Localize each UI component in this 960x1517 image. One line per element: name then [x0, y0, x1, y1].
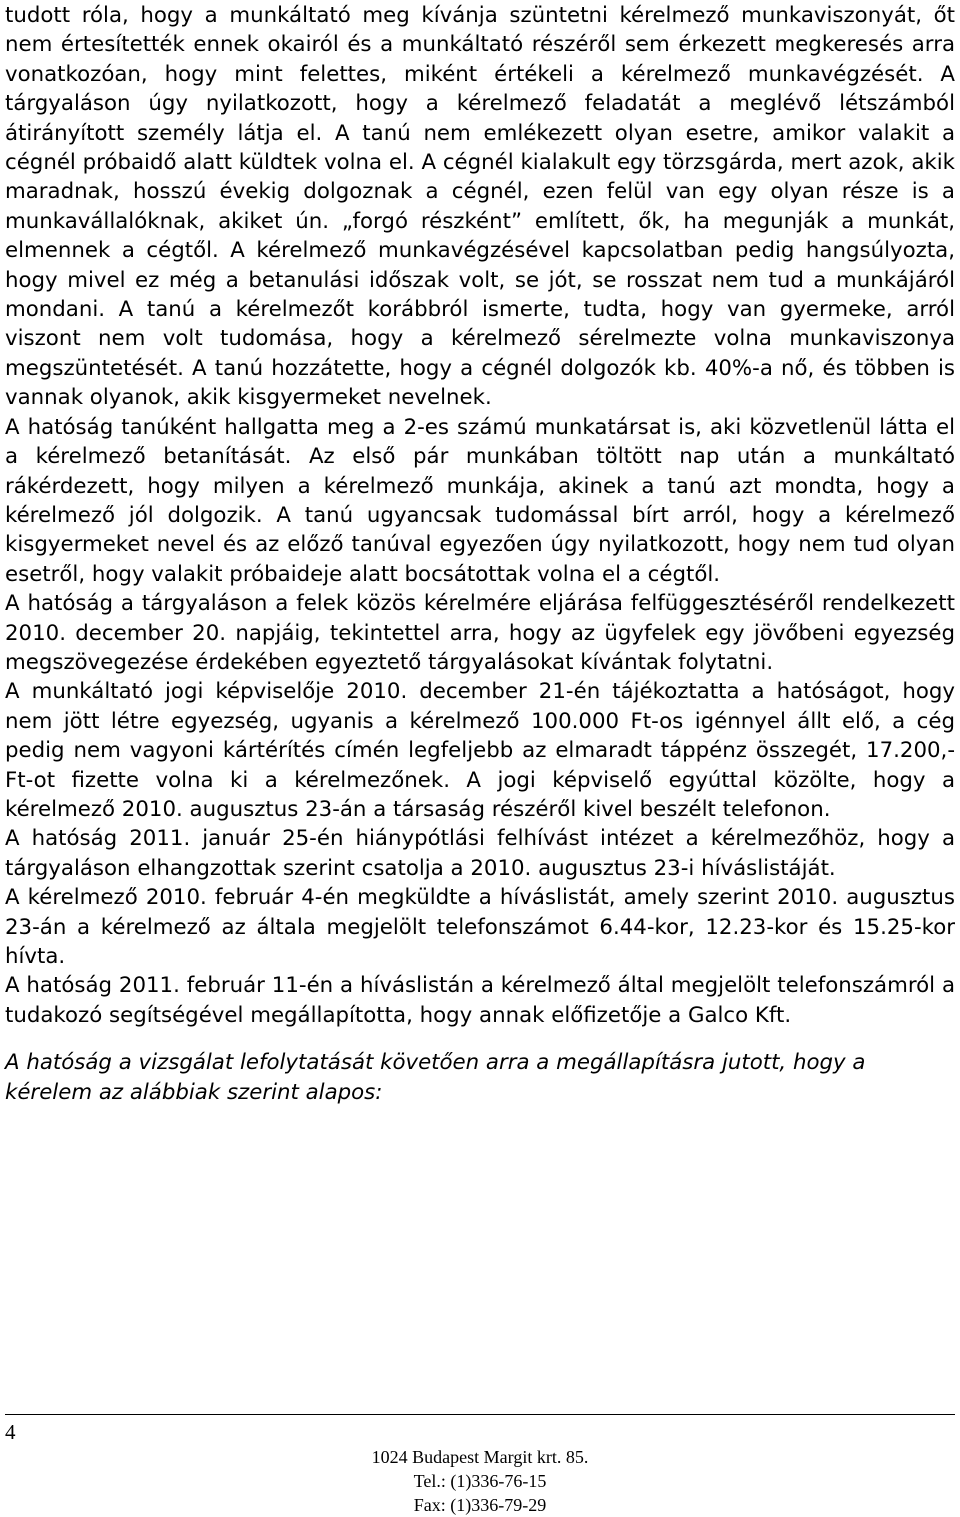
- paragraph-suspension: A hatóság a tárgyaláson a felek közös kérelmére eljárása felfüggesztéséről rendelkezett 2010. december 20. napjáig, tekintettel arra, hogy az ügyfelek egy jövőbeni egyezség megszövegezése érdekében egyeztető tárgyalásokat kívántak folytatni.: [5, 591, 955, 675]
- footer-phone: Tel.: (1)336-76-15: [413, 1471, 547, 1491]
- paragraph-settlement: A munkáltató jogi képviselője 2010. december 21-én tájékoztatta a hatóságot, hogy nem jött létre egyezség, ugyanis a kérelmező 100.000 Ft-os igénnyel állt elő, a cég pedig nem vagyoni kártérítés címén legfeljebb az elmaradt táppénz összegét, 17.200,- Ft-ot fizette volna ki a kérelmezőnek. A jogi képviselő egyúttal közölte, hogy a kérelmező 2010. augusztus 23-án a társaság részéről kivel beszélt telefonon.: [5, 679, 955, 822]
- footer-address: 1024 Budapest Margit krt. 85.: [371, 1447, 589, 1467]
- paragraph-call-list: A kérelmező 2010. február 4-én megküldte a híváslistát, amely szerint 2010. augusztus 23-án a kérelmező az általa megjelölt telefonszámot 6.44-kor, 12.23-kor és 15.25-kor hívta.: [5, 885, 955, 969]
- document-body: [5, 0, 955, 1107]
- paragraph-witness-1: tudott róla, hogy a munkáltató meg kívánja szüntetni kérelmező munkaviszonyát, őt nem értesítették ennek okairól és a munkáltató részéről sem érkezett megkeresés arra vonatkozóan, hogy mint felettes, miként értékeli a kérelmező munkavégzését. A tárgyaláson úgy nyilatkozott, hogy a kérelmező feladatát a meglévő létszámból átirányított személy látja el. A tanú nem emlékezett olyan esetre, amikor valakit a cégnél próbaidő alatt küldtek volna el. A cégnél kialakult egy törzsgárda, mert azok, akik maradnak, hosszú évekig dolgoznak a cégnél, ezen felül van egy olyan része is a munkavállalóknak, akiket ún. „forgó részként” említett, ők, ha megunják a munkát, elmennek a cégtől. A kérelmező munkavégzésével kapcsolatban pedig hangsúlyozta, hogy mivel ez még a betanulási időszak volt, se jót, se rosszat nem tud a munkájáról mondani. A tanú a kérelmezőt korábbról ismerte, tudta, hogy van gyermeke, arról viszont nem volt tudomása, hogy a kérelmező sérelmezte volna munkaviszonya megszüntetését. A tanú hozzátette, hogy a cégnél dolgozók kb. 40%-a nő, és többen is vannak olyanok, akik kisgyermeket nevelnek.: [5, 3, 955, 411]
- page-number: 4: [5, 1420, 16, 1444]
- document-page: [5, 0, 955, 1107]
- conclusion-statement: A hatóság a vizsgálat lefolytatását követően arra a megállapításra jutott, hogy a kérelem az alábbiak szerint alapos:: [5, 1050, 866, 1105]
- paragraph-subscriber: A hatóság 2011. február 11-én a híváslistán a kérelmező által megjelölt telefonszámról a tudakozó segítségével megállapította, hogy annak előfizetője a Galco Kft.: [5, 973, 955, 1028]
- footer-fax: Fax: (1)336-79-29: [413, 1495, 547, 1515]
- footer-address-block: [340, 1445, 620, 1517]
- paragraph-witness-2: A hatóság tanúként hallgatta meg a 2-es számú munkatársat is, aki közvetlenül látta el a kérelmező betanítását. Az első pár munkában töltött nap után a munkáltató rákérdezett, hogy milyen a kérelmező munkája, akinek a tanú azt mondta, hogy a kérelmező jól dolgozik. A tanú ugyancsak tudomással bírt arról, hogy a kérelmező kisgyermeket nevel és az előző tanúval egyezően úgy nyilatkozott, hogy nem tud olyan esetről, hogy valakit próbaideje alatt bocsátottak volna el a cégtől.: [5, 414, 955, 587]
- footer-divider: [5, 1414, 955, 1415]
- paragraph-deficiency-notice: A hatóság 2011. január 25-én hiánypótlási felhívást intézet a kérelmezőhöz, hogy a tárgyaláson elhangzottak szerint csatolja a 2010. augusztus 23-i híváslistáját.: [5, 826, 955, 881]
